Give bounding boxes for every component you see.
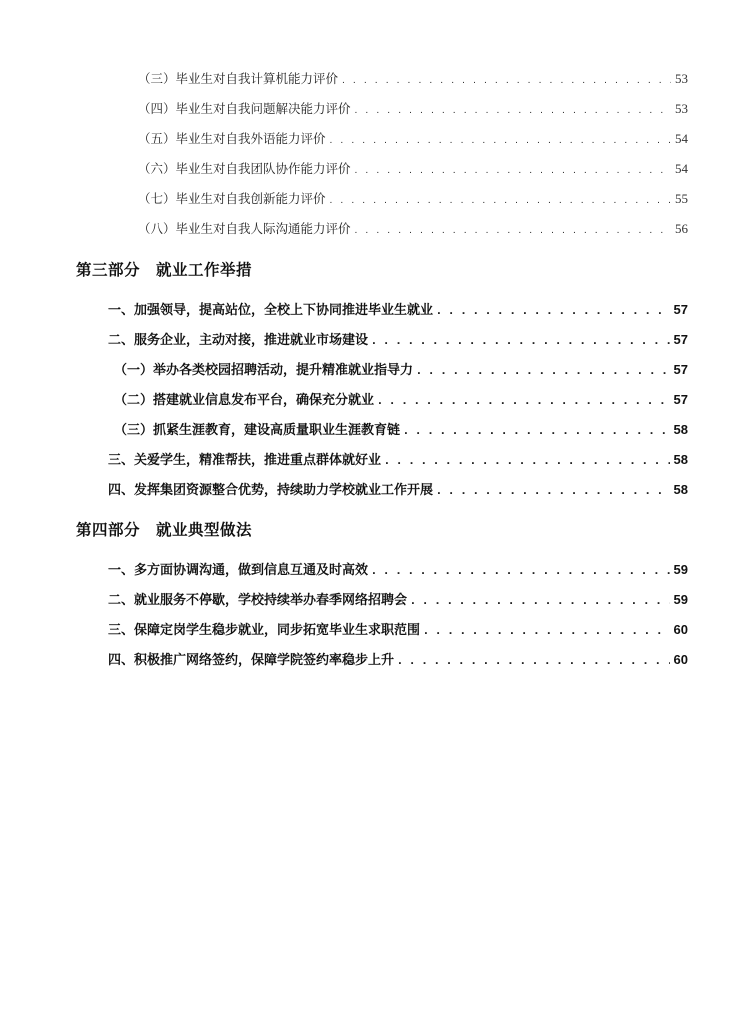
toc-entry-label: 一、多方面协调沟通，做到信息互通及时高效 <box>108 563 369 578</box>
toc-entry-label: （六）毕业生对自我团队协作能力评价 <box>138 161 351 176</box>
dot-leader <box>330 131 671 151</box>
toc-entry-label: （二）搭建就业信息发布平台，确保充分就业 <box>114 393 375 408</box>
toc-entry-label: 二、就业服务不停歇，学校持续举办春季网络招聘会 <box>108 593 408 608</box>
toc-entry-label: 三、保障定岗学生稳步就业，同步拓宽毕业生求职范围 <box>108 623 421 638</box>
toc-entry-page: 55 <box>675 191 688 206</box>
toc-entry-label: 四、发挥集团资源整合优势，持续助力学校就业工作开展 <box>108 483 434 498</box>
toc-entry-page: 58 <box>673 422 688 437</box>
section-heading-part3: 第三部分 就业工作举措 <box>76 261 253 279</box>
toc-entry-page: 54 <box>675 131 688 146</box>
toc-entry[interactable] <box>138 189 688 209</box>
toc-entry-page: 59 <box>673 592 688 607</box>
toc-entry[interactable] <box>138 69 688 89</box>
toc-entry-label: （三）毕业生对自我计算机能力评价 <box>138 71 339 86</box>
toc-entry[interactable] <box>108 480 688 500</box>
toc-entry[interactable] <box>108 560 688 580</box>
toc-entry-page: 53 <box>675 71 688 86</box>
toc-entry[interactable] <box>114 360 688 380</box>
toc-entry-page: 60 <box>673 622 688 637</box>
toc-entry-page: 58 <box>673 452 688 467</box>
dot-leader <box>385 452 670 472</box>
toc-entry-page: 57 <box>673 362 688 377</box>
toc-entry[interactable] <box>138 159 688 179</box>
toc-entry[interactable] <box>114 420 688 440</box>
toc-entry[interactable] <box>108 330 688 350</box>
dot-leader <box>404 422 670 442</box>
dot-leader <box>355 221 671 241</box>
toc-entry-page: 57 <box>673 392 688 407</box>
section-heading-part4: 第四部分 就业典型做法 <box>76 521 253 539</box>
toc-entry[interactable] <box>138 219 688 239</box>
toc-entry-label: （八）毕业生对自我人际沟通能力评价 <box>138 221 351 236</box>
toc-entry-label: 二、服务企业，主动对接，推进就业市场建设 <box>108 333 369 348</box>
dot-leader <box>398 652 670 672</box>
toc-entry-page: 57 <box>673 332 688 347</box>
toc-entry[interactable] <box>108 650 688 670</box>
toc-entry-page: 60 <box>673 652 688 667</box>
toc-entry-page: 56 <box>675 221 688 236</box>
toc-entry[interactable] <box>108 590 688 610</box>
toc-entry[interactable] <box>108 300 688 320</box>
dot-leader <box>417 362 670 382</box>
toc-entry-label: 四、积极推广网络签约，保障学院签约率稳步上升 <box>108 653 395 668</box>
toc-entry[interactable] <box>108 620 688 640</box>
toc-entry-label: （三）抓紧生涯教育，建设高质量职业生涯教育链 <box>114 423 401 438</box>
toc-entry-label: （七）毕业生对自我创新能力评价 <box>138 191 326 206</box>
dot-leader <box>355 101 671 121</box>
dot-leader <box>330 191 671 211</box>
toc-entry-page: 58 <box>673 482 688 497</box>
dot-leader <box>378 392 670 412</box>
toc-entry-label: 一、加强领导，提高站位，全校上下协同推进毕业生就业 <box>108 303 434 318</box>
toc-entry-label: （四）毕业生对自我问题解决能力评价 <box>138 101 351 116</box>
dot-leader <box>437 482 670 502</box>
toc-entry-page: 54 <box>675 161 688 176</box>
toc-entry-label: （一）举办各类校园招聘活动，提升精准就业指导力 <box>114 363 414 378</box>
dot-leader <box>355 161 671 181</box>
toc-entry[interactable] <box>138 129 688 149</box>
toc-entry[interactable] <box>138 99 688 119</box>
toc-entry-page: 59 <box>673 562 688 577</box>
dot-leader <box>372 562 670 582</box>
toc-entry-page: 53 <box>675 101 688 116</box>
toc-entry-page: 57 <box>673 302 688 317</box>
dot-leader <box>342 71 671 91</box>
dot-leader <box>372 332 670 352</box>
dot-leader <box>424 622 670 642</box>
toc-entry[interactable] <box>108 450 688 470</box>
toc-entry-label: 三、关爱学生，精准帮扶，推进重点群体就好业 <box>108 453 382 468</box>
dot-leader <box>411 592 670 612</box>
toc-entry-label: （五）毕业生对自我外语能力评价 <box>138 131 326 146</box>
dot-leader <box>437 302 670 322</box>
toc-entry[interactable] <box>114 390 688 410</box>
